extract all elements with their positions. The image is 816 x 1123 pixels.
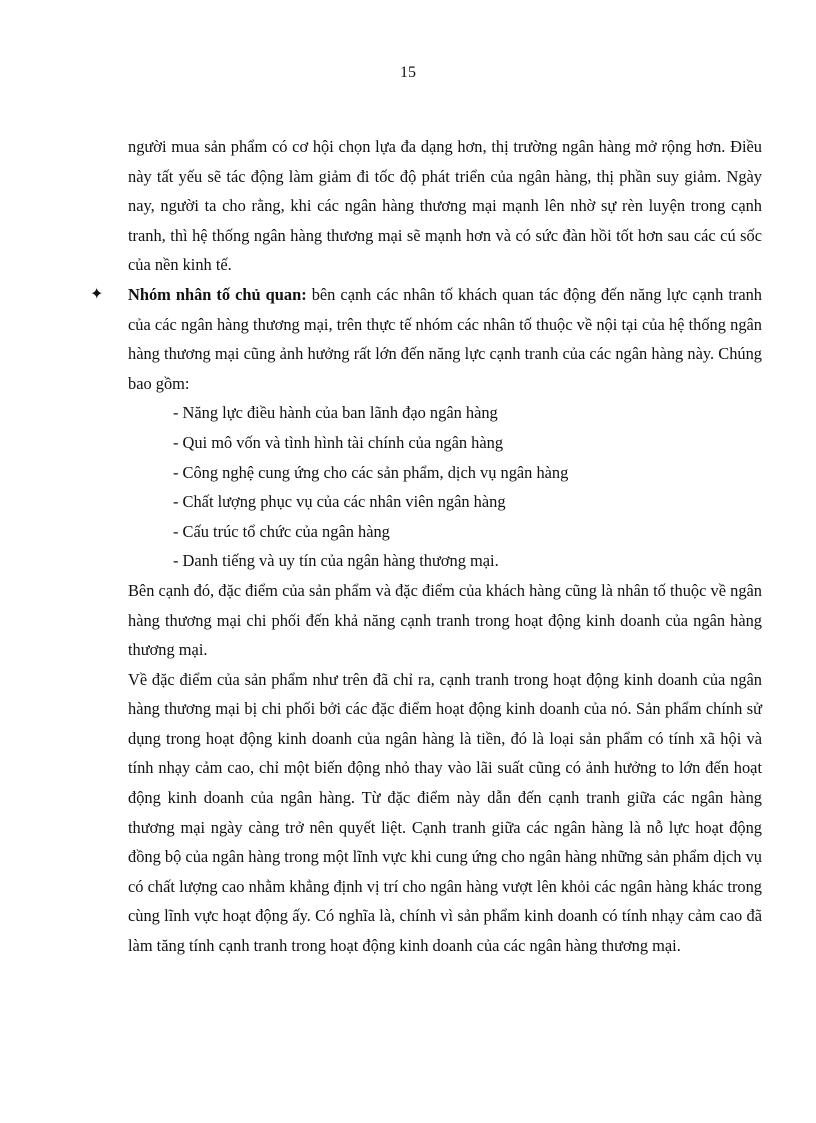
bullet-subjective-factors — [90, 280, 762, 398]
four-pointed-star-icon: ✦ — [90, 285, 104, 303]
bullet-text: bên cạnh các nhân tố khách quan tác động đến năng lực cạnh tranh của các ngân hàng thương mại, trên thực tế nhóm các nhân tố thuộc về nội tại của hệ thống ngân hàng thương mại cũng ảnh hưởng rất lớn đến năng lực cạnh tranh của các ngân hàng này. Chúng bao gồm: — [128, 284, 762, 393]
list-item: - Danh tiếng và uy tín của ngân hàng thương mại. — [173, 551, 499, 571]
document-body — [90, 132, 762, 961]
list-item: - Công nghệ cung ứng cho các sản phẩm, dịch vụ ngân hàng — [173, 462, 569, 482]
paragraph-continuation: người mua sản phẩm có cơ hội chọn lựa đa dạng hơn, thị trường ngân hàng mở rộng hơn. Điều này tất yếu sẽ tác động làm giảm đi tốc độ phát triển của ngân hàng, thị phần suy giảm. Ngày nay, người ta cho rằng, khi các ngân hàng thương mại mạnh lên nhờ sự rèn luyện trong cạnh tranh, thì hệ thống ngân hàng thương mại sẽ mạnh hơn và có sức đàn hồi tốt hơn sau các cú sốc của nền kinh tế. — [128, 137, 762, 275]
page-number: 15 — [400, 64, 416, 81]
list-item: - Chất lượng phục vụ của các nhân viên ngân hàng — [173, 492, 506, 512]
factor-list — [128, 398, 762, 576]
paragraph-product-characteristics: Về đặc điểm của sản phẩm như trên đã chỉ ra, cạnh tranh trong hoạt động kinh doanh của ngân hàng thương mại bị chi phối bởi các đặc điểm hoạt động kinh doanh của nó. Sản phẩm chính sử dụng trong hoạt động kinh doanh của ngân hàng là tiền, đó là loại sản phẩm có tính xã hội và tính nhạy cảm cao, chỉ một biến động nhỏ thay vào lãi suất cũng có ảnh hưởng to lớn đến hoạt động kinh doanh của ngân hàng. Từ đặc điểm này dẫn đến cạnh tranh giữa các ngân hàng thương mại ngày càng trở nên quyết liệt. Cạnh tranh giữa các ngân hàng là nỗ lực hoạt động đồng bộ của ngân hàng trong một lĩnh vực khi cung ứng cho ngân hàng những sản phẩm dịch vụ có chất lượng cao nhằm khẳng định vị trí cho ngân hàng vượt lên khỏi các ngân hàng khác trong cùng lĩnh vực hoạt động ấy. Có nghĩa là, chính vì sản phẩm kinh doanh có tính nhạy cảm cao đã làm tăng tính cạnh tranh trong hoạt động kinh doanh của các ngân hàng thương mại. — [128, 669, 762, 956]
list-item: - Cấu trúc tổ chức của ngân hàng — [173, 521, 390, 541]
paragraph-product-customer: Bên cạnh đó, đặc điểm của sản phẩm và đặc điểm của khách hàng cũng là nhân tố thuộc về ngân hàng thương mại chi phối đến khả năng cạnh tranh trong hoạt động kinh doanh của ngân hàng thương mại. — [128, 580, 762, 660]
bullet-heading: Nhóm nhân tố chủ quan: — [128, 284, 307, 304]
list-item: - Qui mô vốn và tình hình tài chính của ngân hàng — [173, 432, 504, 452]
list-item: - Năng lực điều hành của ban lãnh đạo ngân hàng — [173, 403, 498, 423]
